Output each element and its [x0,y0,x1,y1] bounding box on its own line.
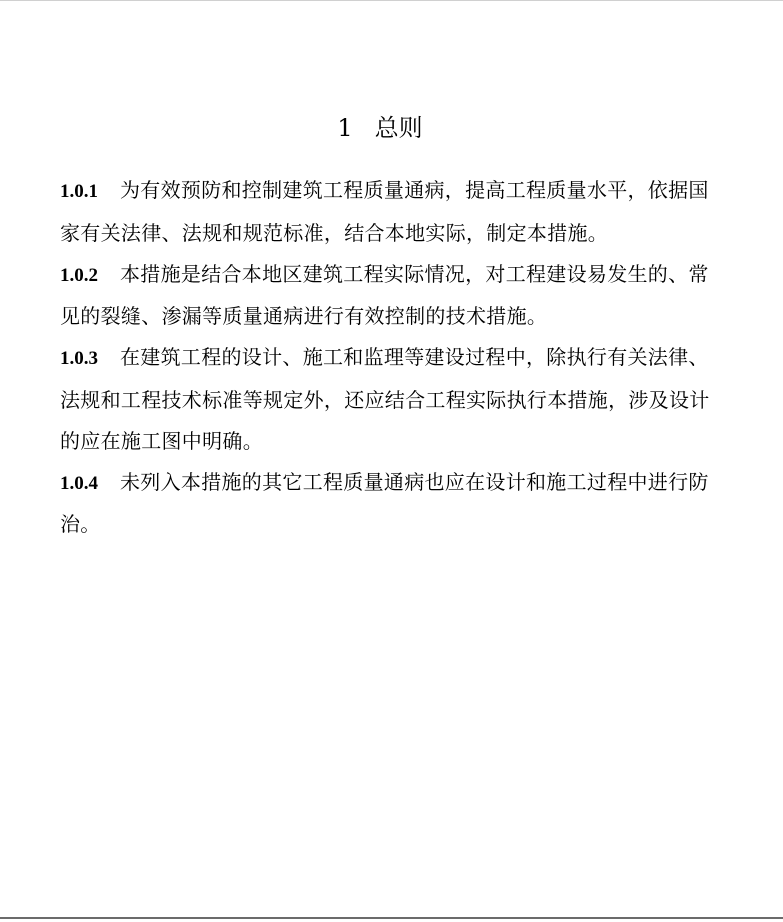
clause-text: 本措施是结合本地区建筑工程实际情况，对工程建设易发生的、常见的裂缝、渗漏等质量通病进行有效控制的技术措施。 [60,261,709,329]
clause-1-0-3 [60,337,720,461]
document-body [60,170,720,545]
chapter-number: 1 [337,114,353,142]
clause-1-0-2 [60,254,720,338]
page-top-border [0,0,783,1]
clause-text: 在建筑工程的设计、施工和监理等建设过程中，除执行有关法律、法规和工程技术标准等规定外，还应结合工程实际执行本措施，涉及设计的应在施工图中明确。 [60,345,710,453]
page-bottom-rule [0,917,783,919]
clause-number: 1.0.2 [60,264,98,286]
clause-text: 为有效预防和控制建筑工程质量通病，提高工程质量水平，依据国家有关法律、法规和规范标准，结合本地实际，制定本措施。 [60,178,709,245]
clause-text: 未列入本措施的其它工程质量通病也应在设计和施工过程中进行防治。 [60,469,709,537]
chapter-title: 总则 [374,114,423,142]
clause-number: 1.0.3 [60,348,98,370]
clause-number: 1.0.4 [60,472,98,494]
clause-1-0-4 [60,462,720,546]
clause-1-0-1 [60,170,720,254]
clause-number: 1.0.1 [60,181,98,202]
page-title [0,112,760,144]
